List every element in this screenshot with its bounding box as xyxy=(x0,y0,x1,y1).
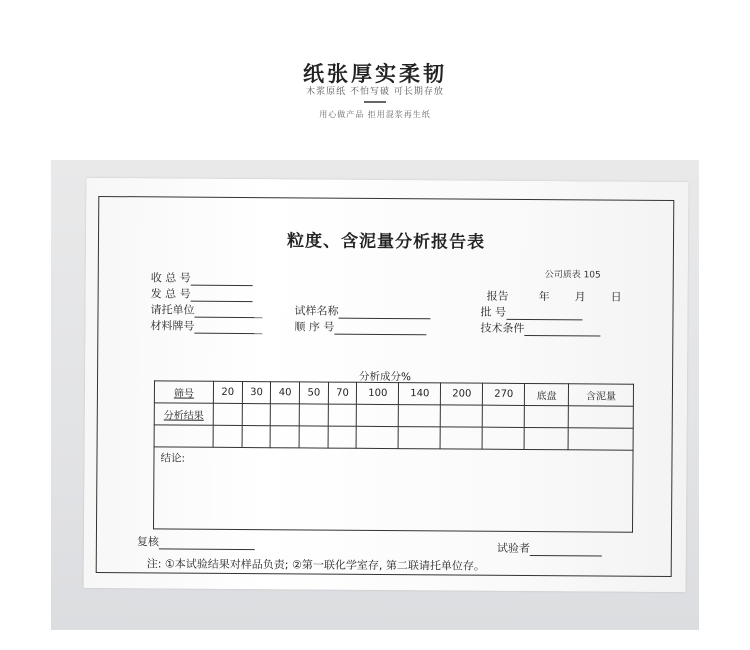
report-form-sheet xyxy=(84,178,689,592)
blank-cell xyxy=(328,426,357,448)
blank-cell xyxy=(299,426,328,448)
sieve-col: 100 xyxy=(357,382,399,404)
field-report-date xyxy=(487,288,509,304)
blank-cell xyxy=(482,427,524,449)
field-client-label: 请托单位 xyxy=(150,303,195,317)
result-cell xyxy=(271,404,300,426)
sieve-col: 140 xyxy=(399,383,441,405)
analysis-section-title: 分析成分% xyxy=(359,370,412,384)
field-line xyxy=(338,307,430,320)
field-batch-label: 批 号 xyxy=(480,305,507,319)
field-sequence xyxy=(294,318,426,335)
date-day: 日 xyxy=(610,290,622,304)
result-cell xyxy=(299,404,328,426)
tester-label: 试验者 xyxy=(496,541,530,556)
form-title: 粒度、含泥量分析报告表 xyxy=(286,231,486,253)
sieve-col: 70 xyxy=(328,382,357,404)
blank-cell xyxy=(398,427,440,449)
sieve-col: 50 xyxy=(299,382,328,404)
blank-cell xyxy=(568,428,633,450)
field-client xyxy=(150,301,262,318)
form-note: 注: ①本试验结果对样品负责; ②第一联化学室存, 第二联请托单位存。 xyxy=(146,557,485,573)
field-line xyxy=(194,322,262,334)
field-line xyxy=(159,537,255,550)
field-sample-name-label: 试样名称 xyxy=(294,304,339,318)
field-receive-no-label: 收 总 号 xyxy=(150,271,191,285)
sieve-col: 200 xyxy=(441,383,483,405)
blank-cell xyxy=(154,425,213,447)
result-cell xyxy=(213,403,242,425)
field-line xyxy=(194,306,262,318)
sieve-col: 20 xyxy=(213,381,242,403)
field-material-label: 材料牌号 xyxy=(150,319,195,333)
field-batch xyxy=(480,304,582,321)
field-tester xyxy=(497,540,602,557)
result-cell xyxy=(399,405,441,427)
result-cell xyxy=(483,405,525,427)
field-receive-no xyxy=(151,269,253,286)
field-line xyxy=(524,324,600,337)
form-frame xyxy=(96,196,675,577)
sieve-col: 40 xyxy=(271,382,300,404)
field-line xyxy=(530,544,602,557)
sieve-label: 筛号 xyxy=(154,381,213,403)
field-line xyxy=(334,323,426,336)
blank-cell xyxy=(213,425,242,447)
field-tech-label: 技术条件 xyxy=(480,321,525,335)
date-month: 月 xyxy=(574,290,586,304)
sieve-col: 底盘 xyxy=(525,383,569,405)
field-send-no-label: 发 总 号 xyxy=(150,287,191,301)
field-material xyxy=(150,317,262,334)
report-label: 报告 xyxy=(486,289,509,303)
field-sample-name xyxy=(294,302,430,319)
banner-subtitle-2: 用心做产品 拒用混浆再生纸 xyxy=(319,110,431,119)
blank-cell xyxy=(242,425,271,447)
result-cell xyxy=(441,405,483,427)
result-cell xyxy=(357,404,399,426)
blank-cell xyxy=(440,427,482,449)
field-line xyxy=(191,290,253,302)
result-cell xyxy=(568,406,633,428)
field-sequence-label: 顺 序 号 xyxy=(294,320,335,334)
date-year: 年 xyxy=(538,290,550,304)
sieve-col: 30 xyxy=(242,381,271,403)
field-line xyxy=(506,308,582,321)
analysis-table xyxy=(154,380,634,450)
result-label: 分析结果 xyxy=(154,403,213,425)
result-cell xyxy=(525,405,569,427)
conclusion-box xyxy=(153,446,634,532)
conclusion-label: 结论: xyxy=(160,452,186,465)
blank-cell xyxy=(356,426,398,448)
banner-title: 纸张厚实柔韧 xyxy=(303,62,447,86)
result-cell xyxy=(328,404,357,426)
field-reviewer xyxy=(137,533,255,550)
field-send-no xyxy=(151,285,253,302)
blank-cell xyxy=(270,426,299,448)
result-cell xyxy=(242,403,271,425)
field-line xyxy=(191,274,253,286)
banner-subtitle: 木浆原纸 不怕写破 可长期存放 xyxy=(306,87,444,97)
form-number: 公司质表 105 xyxy=(544,270,601,281)
banner-divider xyxy=(364,101,386,103)
field-tech xyxy=(480,320,600,337)
reviewer-label: 复核 xyxy=(136,535,159,549)
blank-cell xyxy=(524,427,568,449)
sieve-col: 270 xyxy=(483,383,525,405)
sieve-col: 含泥量 xyxy=(569,384,634,406)
